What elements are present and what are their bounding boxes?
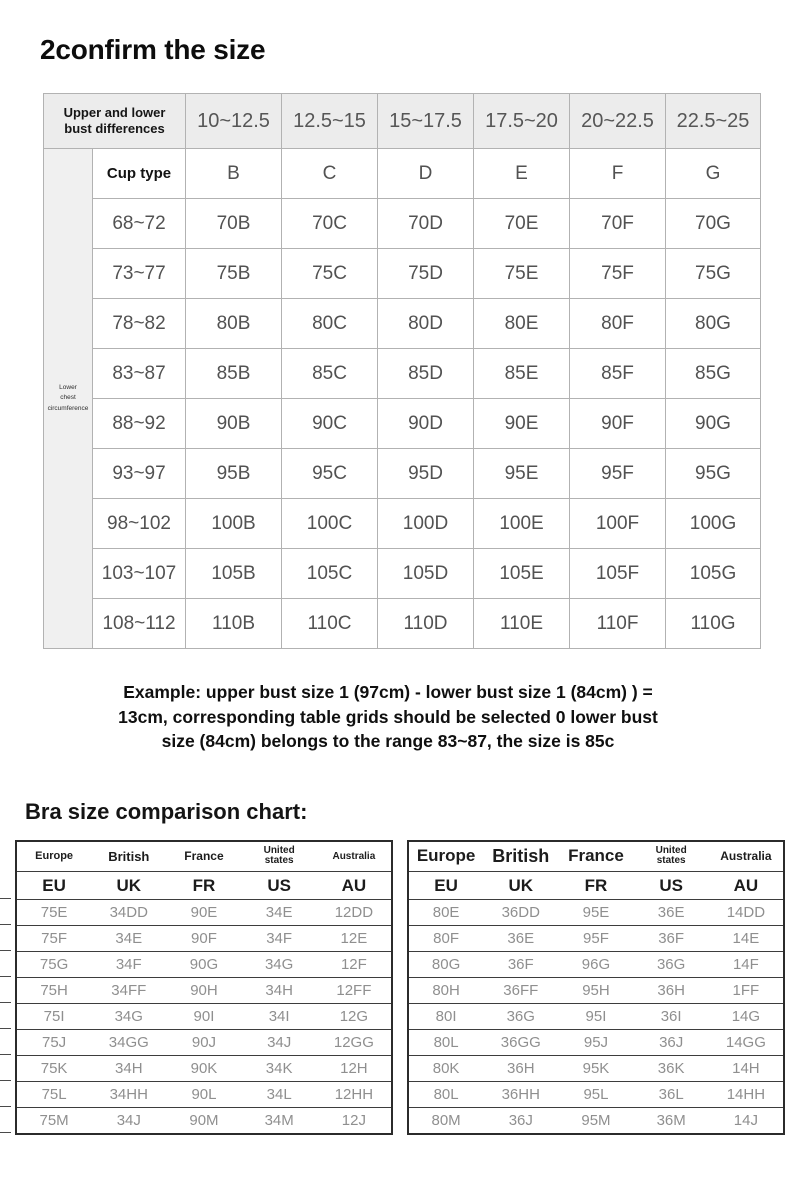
size-cell: 80C [282, 299, 378, 349]
size-cell: 34M [242, 1108, 317, 1134]
size-cell: 12HH [317, 1082, 392, 1108]
size-cell: 75F [570, 249, 666, 299]
size-cell: 12F [317, 952, 392, 978]
size-cell: 14E [709, 926, 784, 952]
comparison-section [0, 840, 790, 1135]
size-cell: 95F [570, 449, 666, 499]
size-cell: 14DD [709, 900, 784, 926]
code-header: UK [483, 872, 558, 900]
size-cell: 36H [483, 1056, 558, 1082]
size-cell: 96G [558, 952, 633, 978]
size-cell: 90L [166, 1082, 241, 1108]
size-cell: 70G [666, 199, 761, 249]
comparison-title: Bra size comparison chart: [25, 798, 308, 824]
table-row [408, 1030, 784, 1056]
region-header-text: United states [655, 844, 687, 867]
size-cell: 75G [16, 952, 91, 978]
size-cell: 36M [634, 1108, 709, 1134]
size-cell: 75F [16, 926, 91, 952]
size-table [43, 93, 761, 649]
code-header: UK [91, 872, 166, 900]
size-cell: 12GG [317, 1030, 392, 1056]
diff-header: 12.5~15 [282, 94, 378, 149]
table-row [408, 872, 784, 900]
diff-header: 15~17.5 [378, 94, 474, 149]
size-cell: 14H [709, 1056, 784, 1082]
size-cell: 75L [16, 1082, 91, 1108]
table-row [408, 926, 784, 952]
size-cell: 36K [634, 1056, 709, 1082]
region-header-text: United states [263, 844, 295, 867]
size-cell: 110G [666, 599, 761, 649]
size-cell: 36F [634, 926, 709, 952]
size-cell: 70F [570, 199, 666, 249]
size-cell: 34HH [91, 1082, 166, 1108]
size-cell: 34GG [91, 1030, 166, 1056]
size-cell: 34K [242, 1056, 317, 1082]
size-cell: 90F [166, 926, 241, 952]
size-cell: 70E [474, 199, 570, 249]
cup-type: F [570, 149, 666, 199]
example-line: 13cm, corresponding table grids should be selected 0 lower bust [118, 706, 658, 727]
size-cell: 90H [166, 978, 241, 1004]
size-cell: 85B [186, 349, 282, 399]
size-cell: 85D [378, 349, 474, 399]
range-cell: 108~112 [93, 599, 186, 649]
size-cell: 36HH [483, 1082, 558, 1108]
table-row [44, 399, 761, 449]
size-cell: 80E [474, 299, 570, 349]
region-header: Europe [35, 850, 74, 863]
size-cell: 36GG [483, 1030, 558, 1056]
table-row [16, 1030, 392, 1056]
region-header: Australia [332, 850, 376, 862]
size-cell: 75G [666, 249, 761, 299]
crop-artifact-lines [0, 898, 11, 1135]
size-cell: 110F [570, 599, 666, 649]
table-row [44, 94, 761, 149]
range-cell: 73~77 [93, 249, 186, 299]
code-header: FR [166, 872, 241, 900]
size-cell: 80L [408, 1082, 483, 1108]
table-row [408, 1004, 784, 1030]
size-cell: 90F [570, 399, 666, 449]
table-row [16, 900, 392, 926]
table-row [44, 549, 761, 599]
size-cell: 34E [91, 926, 166, 952]
size-cell: 14G [709, 1004, 784, 1030]
size-cell: 95G [666, 449, 761, 499]
size-cell: 80H [408, 978, 483, 1004]
size-cell: 95D [378, 449, 474, 499]
table-row [16, 1108, 392, 1134]
size-cell: 85E [474, 349, 570, 399]
code-header: AU [317, 872, 392, 900]
size-cell: 36DD [483, 900, 558, 926]
size-cell: 34F [242, 926, 317, 952]
size-cell: 110E [474, 599, 570, 649]
size-cell: 36F [483, 952, 558, 978]
size-cell: 95I [558, 1004, 633, 1030]
size-cell: 95H [558, 978, 633, 1004]
code-header: AU [709, 872, 784, 900]
range-cell: 88~92 [93, 399, 186, 449]
size-cell: 14GG [709, 1030, 784, 1056]
size-cell: 95J [558, 1030, 633, 1056]
example-line: Example: upper bust size 1 (97cm) - lower bust size 1 (84cm) ) = [123, 682, 653, 702]
size-cell: 90B [186, 399, 282, 449]
range-cell: 78~82 [93, 299, 186, 349]
size-cell: 34G [91, 1004, 166, 1030]
size-cell: 75I [16, 1004, 91, 1030]
size-cell: 90G [666, 399, 761, 449]
size-cell: 34G [242, 952, 317, 978]
size-cell: 70B [186, 199, 282, 249]
table-row [16, 1004, 392, 1030]
size-cell: 85G [666, 349, 761, 399]
size-cell: 105E [474, 549, 570, 599]
table-row [16, 1082, 392, 1108]
size-cell: 75H [16, 978, 91, 1004]
table-row [16, 1056, 392, 1082]
size-cell: 85C [282, 349, 378, 399]
size-cell: 100E [474, 499, 570, 549]
table-row [44, 449, 761, 499]
size-cell: 34I [242, 1004, 317, 1030]
size-cell: 95M [558, 1108, 633, 1134]
table-row [44, 349, 761, 399]
side-label [44, 149, 93, 649]
side-label-line: circumference [47, 404, 89, 412]
code-header: EU [16, 872, 91, 900]
size-cell: 90M [166, 1108, 241, 1134]
size-cell: 80F [408, 926, 483, 952]
size-cell: 36I [634, 1004, 709, 1030]
cup-type: G [666, 149, 761, 199]
size-cell: 95E [474, 449, 570, 499]
size-cell: 90E [166, 900, 241, 926]
size-cell: 80G [666, 299, 761, 349]
region-header: Europe [416, 846, 476, 866]
table-row [408, 1056, 784, 1082]
size-cell: 36FF [483, 978, 558, 1004]
diff-header: 10~12.5 [186, 94, 282, 149]
region-header: France [184, 849, 224, 864]
table-row [16, 926, 392, 952]
size-cell: 90D [378, 399, 474, 449]
size-cell: 90E [474, 399, 570, 449]
size-cell: 80I [408, 1004, 483, 1030]
size-cell: 14HH [709, 1082, 784, 1108]
cup-type-label: Cup type [93, 149, 186, 199]
table-row [44, 299, 761, 349]
code-header: US [242, 872, 317, 900]
example-text [32, 680, 744, 754]
size-cell: 34H [242, 978, 317, 1004]
table-row [16, 872, 392, 900]
size-cell: 34J [91, 1108, 166, 1134]
size-cell: 75C [282, 249, 378, 299]
size-cell: 70D [378, 199, 474, 249]
example-line: size (84cm) belongs to the range 83~87, the size is 85c [161, 731, 615, 751]
size-cell: 12H [317, 1056, 392, 1082]
size-cell: 75D [378, 249, 474, 299]
size-cell: 80D [378, 299, 474, 349]
region-header: British [492, 845, 550, 866]
range-cell: 93~97 [93, 449, 186, 499]
size-cell: 80B [186, 299, 282, 349]
size-cell: 100B [186, 499, 282, 549]
table-row [408, 952, 784, 978]
table-row [44, 249, 761, 299]
region-header [242, 841, 317, 872]
table-row [408, 1082, 784, 1108]
region-header: Australia [720, 849, 772, 864]
size-cell: 34J [242, 1030, 317, 1056]
side-label-line: chest [60, 394, 76, 402]
size-cell: 80E [408, 900, 483, 926]
size-cell: 85F [570, 349, 666, 399]
size-cell: 34L [242, 1082, 317, 1108]
table-row [44, 199, 761, 249]
size-cell: 105C [282, 549, 378, 599]
table-row [408, 978, 784, 1004]
diff-header: 22.5~25 [666, 94, 761, 149]
table-row [16, 841, 392, 872]
size-cell: 12FF [317, 978, 392, 1004]
table-row [408, 900, 784, 926]
size-cell: 110D [378, 599, 474, 649]
size-cell: 90C [282, 399, 378, 449]
cup-type: D [378, 149, 474, 199]
size-cell: 75J [16, 1030, 91, 1056]
range-cell: 103~107 [93, 549, 186, 599]
region-header: France [568, 846, 624, 866]
range-cell: 98~102 [93, 499, 186, 549]
size-cell: 36L [634, 1082, 709, 1108]
region-header: British [108, 848, 150, 864]
size-cell: 95C [282, 449, 378, 499]
size-cell: 80L [408, 1030, 483, 1056]
size-cell: 36J [483, 1108, 558, 1134]
diff-header: 20~22.5 [570, 94, 666, 149]
size-cell: 36E [483, 926, 558, 952]
size-cell: 100G [666, 499, 761, 549]
size-cell: 12DD [317, 900, 392, 926]
corner-header-line2: bust differences [64, 121, 165, 136]
cup-type: B [186, 149, 282, 199]
size-cell: 105D [378, 549, 474, 599]
size-cell: 110B [186, 599, 282, 649]
size-cell: 95L [558, 1082, 633, 1108]
size-cell: 110C [282, 599, 378, 649]
table-row [44, 149, 761, 199]
size-cell: 12J [317, 1108, 392, 1134]
table-row [44, 499, 761, 549]
size-cell: 80K [408, 1056, 483, 1082]
table-row [44, 599, 761, 649]
table-row [16, 978, 392, 1004]
size-cell: 105B [186, 549, 282, 599]
size-cell: 70C [282, 199, 378, 249]
size-cell: 100C [282, 499, 378, 549]
size-cell: 36G [483, 1004, 558, 1030]
size-cell: 80M [408, 1108, 483, 1134]
size-cell: 75E [474, 249, 570, 299]
size-cell: 90I [166, 1004, 241, 1030]
side-label-line: Lower [59, 383, 77, 391]
code-header: US [634, 872, 709, 900]
size-cell: 12G [317, 1004, 392, 1030]
size-cell: 95F [558, 926, 633, 952]
range-cell: 83~87 [93, 349, 186, 399]
size-cell: 12E [317, 926, 392, 952]
size-cell: 100F [570, 499, 666, 549]
size-cell: 95B [186, 449, 282, 499]
corner-header-line1: Upper and lower [63, 105, 166, 121]
size-cell: 36H [634, 978, 709, 1004]
size-cell: 34E [242, 900, 317, 926]
size-cell: 75M [16, 1108, 91, 1134]
size-cell: 80G [408, 952, 483, 978]
comparison-table-left [15, 840, 393, 1135]
cup-type: E [474, 149, 570, 199]
size-cell: 100D [378, 499, 474, 549]
size-cell: 95E [558, 900, 633, 926]
size-cell: 75K [16, 1056, 91, 1082]
size-cell: 90G [166, 952, 241, 978]
cup-type: C [282, 149, 378, 199]
size-cell: 36J [634, 1030, 709, 1056]
page [0, 34, 790, 1186]
size-cell: 75B [186, 249, 282, 299]
code-header: EU [408, 872, 483, 900]
size-cell: 36E [634, 900, 709, 926]
table-row [408, 841, 784, 872]
corner-header [44, 94, 186, 149]
size-cell: 95K [558, 1056, 633, 1082]
size-cell: 34DD [91, 900, 166, 926]
size-cell: 80F [570, 299, 666, 349]
size-cell: 105F [570, 549, 666, 599]
size-cell: 1FF [709, 978, 784, 1004]
table-row [16, 952, 392, 978]
size-cell: 34F [91, 952, 166, 978]
range-cell: 68~72 [93, 199, 186, 249]
size-cell: 90J [166, 1030, 241, 1056]
size-cell: 34H [91, 1056, 166, 1082]
size-cell: 105G [666, 549, 761, 599]
code-header: FR [558, 872, 633, 900]
size-cell: 14F [709, 952, 784, 978]
size-cell: 14J [709, 1108, 784, 1134]
table-row [408, 1108, 784, 1134]
page-title: 2confirm the size [40, 34, 266, 65]
size-cell: 34FF [91, 978, 166, 1004]
comparison-table-right [407, 840, 785, 1135]
size-cell: 90K [166, 1056, 241, 1082]
diff-header: 17.5~20 [474, 94, 570, 149]
size-cell: 75E [16, 900, 91, 926]
region-header [634, 841, 709, 872]
size-cell: 36G [634, 952, 709, 978]
